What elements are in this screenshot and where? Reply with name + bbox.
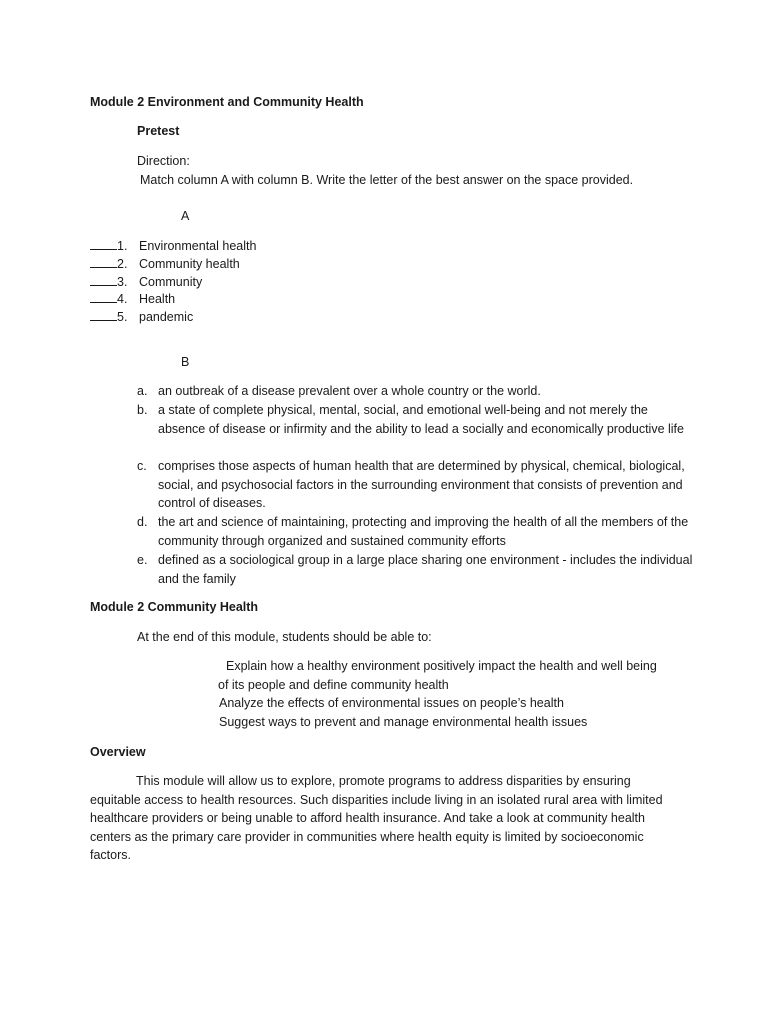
item-text: a state of complete physical, mental, social, and emotional well-being and not merely the absence of disease or infirmity and the ability to lead a socially and economically productive life (158, 403, 684, 436)
column-b-item (137, 551, 697, 588)
item-letter: d. (137, 515, 148, 529)
item-number: 5. (117, 310, 128, 324)
item-text: Health (139, 292, 176, 306)
direction-label: Direction: (137, 154, 190, 168)
item-text: pandemic (139, 310, 194, 324)
answer-blank-1[interactable] (90, 236, 117, 250)
column-b-item (137, 457, 697, 513)
column-b-item (137, 382, 697, 401)
item-number: 1. (117, 239, 128, 253)
objective-item: Suggest ways to prevent and manage environmental health issues (219, 715, 588, 729)
column-b-item (137, 513, 697, 550)
answer-blank-5[interactable] (90, 307, 117, 321)
column-a-label: A (181, 209, 190, 223)
item-letter: c. (137, 459, 147, 473)
column-b-item (137, 401, 697, 438)
answer-blank-3[interactable] (90, 272, 117, 286)
objective-item: of its people and define community health (218, 678, 449, 692)
objective-item: Explain how a healthy environment positively impact the health and well being (226, 659, 657, 673)
pretest-heading: Pretest (137, 124, 180, 138)
item-text: the art and science of maintaining, protecting and improving the health of all the members of the community through organized and sustained community efforts (158, 515, 689, 548)
answer-blank-2[interactable] (90, 254, 117, 268)
item-text: defined as a sociological group in a large place sharing one environment - includes the individual and the family (158, 553, 693, 586)
overview-text: This module will allow us to explore, promote programs to address disparities by ensuring equitable access to health resources. Such disparities include living in an isolated rural area with limited healthcare providers or being unable to afford health insurance. And take a look at community health centers as the primary care provider in communities where health equity is limited by socioeconomic factors. (90, 774, 663, 862)
item-number: 2. (117, 257, 128, 271)
item-text: Environmental health (139, 239, 257, 253)
answer-blank-4[interactable] (90, 289, 117, 303)
item-letter: a. (137, 384, 148, 398)
column-a-item (90, 307, 193, 327)
item-text: an outbreak of a disease prevalent over a whole country or the world. (158, 384, 541, 398)
item-text: Community (139, 275, 203, 289)
objectives-intro: At the end of this module, students should be able to: (137, 630, 432, 644)
overview-heading: Overview (90, 745, 146, 759)
column-a-item (90, 236, 256, 256)
item-number: 3. (117, 275, 128, 289)
item-text: Community health (139, 257, 240, 271)
item-letter: b. (137, 403, 148, 417)
direction-text: Match column A with column B. Write the letter of the best answer on the space provided. (140, 173, 634, 187)
overview-paragraph (90, 772, 670, 865)
section-title: Module 2 Community Health (90, 600, 259, 614)
column-a-item (90, 254, 240, 274)
objective-item: Analyze the effects of environmental issues on people’s health (219, 696, 564, 710)
item-number: 4. (117, 292, 128, 306)
item-letter: e. (137, 553, 148, 567)
column-a-item (90, 289, 175, 309)
column-b-label: B (181, 355, 190, 369)
module-title: Module 2 Environment and Community Health (90, 95, 364, 109)
item-text: comprises those aspects of human health that are determined by physical, chemical, biological, social, and psychosocial factors in the surrounding environment that consists of prevention and control of diseases. (158, 459, 685, 510)
